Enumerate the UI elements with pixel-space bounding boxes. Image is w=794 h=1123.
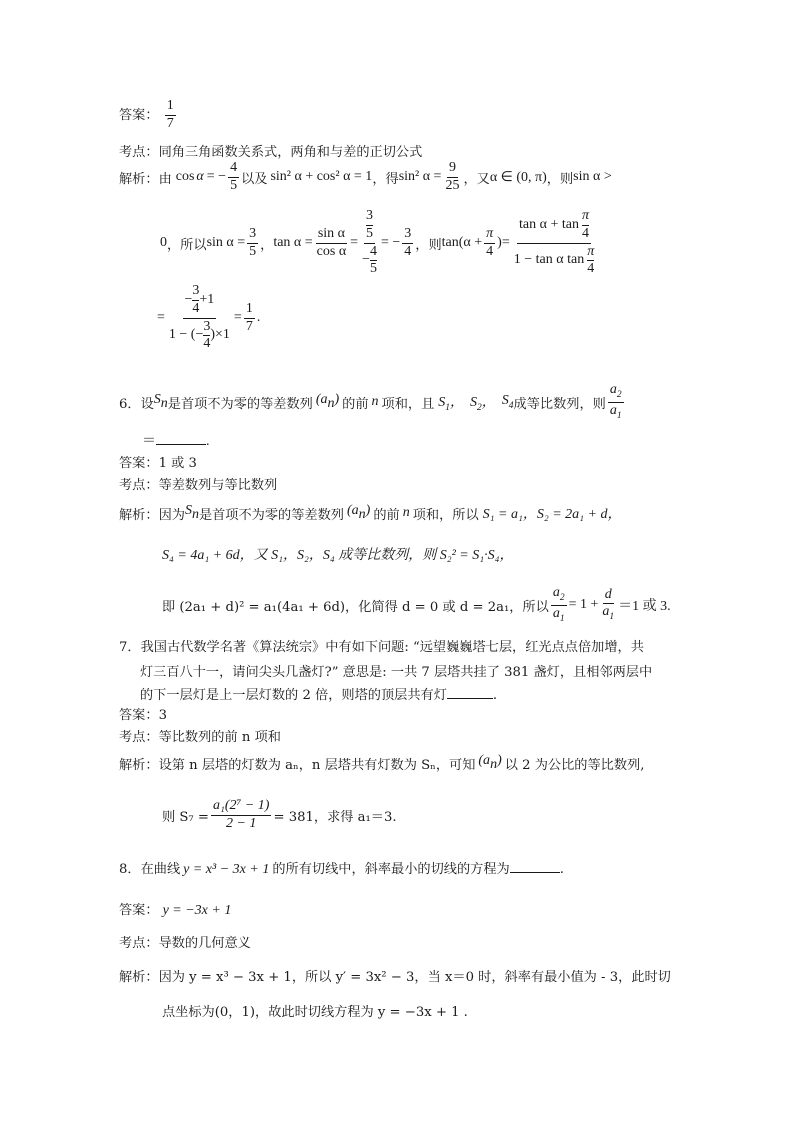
math-expr: S₄ = 4a₁ + 6d，又 S₁，S₂，S₄ 成等比数列，则 S₂² = S₁·S₄， xyxy=(162,548,514,563)
math-sin-gt: sin α > xyxy=(573,169,612,184)
question-number: 8． xyxy=(119,862,141,877)
text: 设第 n 层塔的灯数为 aₙ，n 层塔共有灯数为 Sₙ，可知 xyxy=(158,757,476,773)
math-tan-sum: tan(α + xyxy=(441,235,483,250)
fraction-result: $\frac{1}{7}$ xyxy=(245,300,253,334)
text: 的前 xyxy=(373,507,400,523)
math-den: 2 − 1 xyxy=(225,815,257,831)
math-eq: = xyxy=(233,310,242,325)
math-eq: = 1 + xyxy=(568,597,599,612)
q7-jiexi-line1: 解析： 设第 n 层塔的灯数为 aₙ，n 层塔共有灯数为 Sₙ，可知 $(a_n)$ 以 2 为公比的等比数列, xyxy=(119,753,645,773)
kaodian-text: 等差数列与等比数列 xyxy=(158,478,278,493)
fraction-tan-formula xyxy=(512,208,596,278)
text: ，则 xyxy=(546,171,574,187)
text: . xyxy=(492,688,498,703)
q8-answer-row xyxy=(119,899,231,919)
kaodian-label: 考点： xyxy=(119,730,159,745)
fraction-3-4: $\frac{3}{4}$ xyxy=(404,225,412,259)
math-expr: 1 − tan α tan xyxy=(513,252,585,268)
math-a: a xyxy=(609,402,617,418)
math-dot: . xyxy=(256,310,261,325)
math-den: 4 xyxy=(192,300,200,316)
compound-fraction xyxy=(360,208,379,278)
text: 灯三百八十一，请问尖头几盏灯?” 意思是: 一共 7 层塔共挂了 381 盏灯，且相邻两层中 xyxy=(140,665,653,680)
text: 以 2 为公比的等比数列, xyxy=(504,757,645,773)
math-num: 3 xyxy=(366,208,373,226)
math-expr: 1 − (− xyxy=(168,327,204,343)
fraction-4-5: $\frac{4}{5}$ xyxy=(230,159,238,193)
math-expr: ＝1 或 3. xyxy=(618,599,671,614)
text: ，得 xyxy=(372,171,399,187)
q7-question-line1 xyxy=(119,636,644,655)
q6-answer-row xyxy=(119,452,197,471)
text: = 381，求得 a₁＝3. xyxy=(273,809,397,825)
text: ，所以 xyxy=(167,237,207,253)
text: . xyxy=(559,862,564,877)
text: 是首项不为零的等差数列 xyxy=(167,396,313,412)
q5-jiexi-line1: 解析： 由 cos α = − $\frac{4}{5}$ 以及 sin² α + cos² α = 1 ，得 sin² α = $\frac{9}{25}$ ，又 α ∈ (0, π) ，则 sin α > xyxy=(119,159,612,193)
math-pi: π xyxy=(582,208,589,226)
math-pi: π xyxy=(587,244,594,262)
kaodian-text: 导数的几何意义 xyxy=(158,936,251,951)
kaodian-label: 考点： xyxy=(119,145,159,160)
q8-kaodian-row xyxy=(119,932,251,951)
fraction-a2-a1: $\frac{a_2}{a_1}$ xyxy=(609,382,622,421)
math-four: 4 xyxy=(581,225,589,241)
math-num: 4 xyxy=(370,244,377,262)
question-number: 7． xyxy=(119,640,141,655)
q7-jiexi-line2 xyxy=(162,795,397,835)
jiexi-label: 解析： xyxy=(119,970,159,985)
math-domain: α ∈ (0, π) xyxy=(489,169,547,185)
answer-blank[interactable] xyxy=(510,860,560,873)
text: ，则 xyxy=(415,237,442,253)
q7-question-line3 xyxy=(140,684,497,703)
math-curve: y = x³ − 3x + 1 xyxy=(183,862,270,877)
jiexi-label: 解析： xyxy=(119,171,159,187)
answer-fraction: $\frac{1}{7}$ xyxy=(166,98,174,131)
q6-jiexi-line3 xyxy=(162,585,671,625)
math-four: 4 xyxy=(587,261,595,277)
answer-label: 答案： xyxy=(119,903,159,918)
text: 我国古代数学名著《算法统宗》中有如下问题: “远望巍巍塔七层，红光点点倍加增，共 xyxy=(140,640,644,655)
text: 的前 xyxy=(342,396,369,412)
answer-text: y = −3x + 1 xyxy=(162,903,232,918)
q8-jiexi-line2 xyxy=(162,1001,468,1020)
q6-jiexi-line1: 解析： 因为 $S_n$ 是首项不为零的等差数列 $(a_n)$ 的前 n 项和，所以 S₁ = a₁，S₂ = 2a₁ + d， xyxy=(119,503,622,523)
text: 因为 xyxy=(158,507,185,523)
math-den: 5 xyxy=(366,225,374,241)
q8-jiexi-line1 xyxy=(119,966,671,985)
math-eq: = − xyxy=(380,235,401,250)
question-number: 6． xyxy=(119,396,141,412)
math-sin-eq: sin α = xyxy=(206,235,246,250)
q5-answer-row xyxy=(119,98,178,133)
text: 则 S₇ = xyxy=(162,809,209,825)
text: 即 (2a₁ + d)² = a₁(4a₁ + 6d)，化简得 d = 0 或 d = 2a₁，所以 xyxy=(162,599,549,615)
math-n: n xyxy=(371,394,379,409)
kaodian-label: 考点： xyxy=(119,478,159,493)
text: 的下一层灯是上一层灯数的 2 倍，则塔的顶层共有灯 xyxy=(140,688,447,703)
math-neg: − xyxy=(184,291,193,307)
math-eq: ＝ xyxy=(142,434,156,449)
text: 因为 y = x³ − 3x + 1，所以 y′ = 3x² − 3，当 x＝0 时，斜率有最小值为 - 3，此时切 xyxy=(158,970,671,985)
math-cos: cos xyxy=(175,169,195,184)
q5-jiexi-line2 xyxy=(160,205,598,281)
math-zero: 0 xyxy=(160,235,167,250)
math-expr: tan α + tan xyxy=(519,216,579,232)
q5-jiexi-line3 xyxy=(157,282,261,352)
fraction-a2-a1: $\frac{a_2}{a_1}$ xyxy=(552,585,565,624)
math-eq: = xyxy=(157,310,165,325)
math-Sn: $S_n$ xyxy=(153,392,168,411)
text: 是首项不为零的等差数列 xyxy=(198,507,344,523)
math-den: 4 xyxy=(203,336,211,352)
math-s: S xyxy=(153,392,161,408)
answer-blank[interactable] xyxy=(447,686,493,699)
math-a: a xyxy=(609,382,617,398)
text: 以及 xyxy=(241,171,268,187)
math-plus-one: +1 xyxy=(199,291,215,307)
fraction-final-calc xyxy=(167,283,232,353)
text: ，又 xyxy=(463,171,490,187)
kaodian-label: 考点： xyxy=(119,936,159,951)
math-sin2: sin² α = xyxy=(398,169,442,184)
kaodian-text: 等比数列的前 n 项和 xyxy=(158,730,281,745)
math-a: a xyxy=(320,392,328,408)
q7-kaodian-row xyxy=(119,726,281,745)
math-eq: = xyxy=(350,235,359,250)
q6-jiexi-line2 xyxy=(162,544,513,564)
math-eq: = xyxy=(501,235,510,250)
kaodian-text: 同角三角函数关系式，两角和与差的正切公式 xyxy=(158,145,423,160)
answer-blank[interactable] xyxy=(156,432,206,445)
q6-question-line1: 6． 设 $S_n$ 是首项不为零的等差数列 $(a_n)$ 的前 n 项和，且 $S_1$， $S_2$， $S_4$ 成等比数列，则 $\frac{a_2}{a_1}$ xyxy=(119,382,622,421)
answer-label: 答案： xyxy=(119,456,159,471)
text: 在曲线 xyxy=(140,862,181,877)
math-expr: S₁ = a₁，S₂ = 2a₁ + d， xyxy=(482,507,622,522)
fraction-d-a1: $\frac{d}{a_1}$ xyxy=(602,586,615,623)
fraction-pi-4: $\frac{\pi}{4}$ xyxy=(486,225,494,259)
math-num: a₁(2⁷ − 1) xyxy=(211,798,272,816)
math-d: d xyxy=(603,587,614,605)
fraction-sin-cos: $\frac{\text{sin α}}{\text{cos α}}$ xyxy=(316,225,347,259)
fraction-3-5: $\frac{3}{5}$ xyxy=(249,225,257,259)
math-identity: sin² α + cos² α = 1 xyxy=(270,169,373,184)
math-den: 5 xyxy=(369,261,377,277)
math-tan-eq: tan α = xyxy=(273,235,313,250)
answer-text: 3 xyxy=(158,708,167,723)
q6-kaodian-row xyxy=(119,474,277,493)
math-neg: − xyxy=(362,252,370,268)
fraction-sum-formula xyxy=(211,798,272,833)
q6-question-line2 xyxy=(142,430,210,450)
text: . xyxy=(206,434,210,449)
q7-question-line2 xyxy=(140,661,652,680)
math-num: 3 xyxy=(203,319,210,337)
q8-question xyxy=(119,858,564,878)
text: 点坐标为(0，1)，故此时切线方程为 y = −3x + 1 . xyxy=(162,1005,468,1020)
text: 设 xyxy=(140,396,154,412)
jiexi-label: 解析： xyxy=(119,507,159,523)
text: 成等比数列，则 xyxy=(513,396,606,412)
text: 由 xyxy=(158,171,172,187)
text: 的所有切线中，斜率最小的切线的方程为 xyxy=(272,862,510,877)
math-eq: = − xyxy=(206,169,227,184)
math-num: 3 xyxy=(192,283,199,301)
text: 项和，所以 xyxy=(412,507,479,523)
math-paren: ) xyxy=(497,235,502,250)
math-expr: )×1 xyxy=(210,327,230,343)
text: 项和，且 xyxy=(381,396,435,412)
fraction-9-25: $\frac{9}{25}$ xyxy=(445,159,460,193)
jiexi-label: 解析： xyxy=(119,757,159,773)
answer-label: 答案： xyxy=(119,708,159,723)
q7-answer-row xyxy=(119,704,167,723)
text: ， xyxy=(260,237,274,253)
answer-text: 1 或 3 xyxy=(158,456,197,471)
answer-label: 答案： xyxy=(119,107,159,123)
